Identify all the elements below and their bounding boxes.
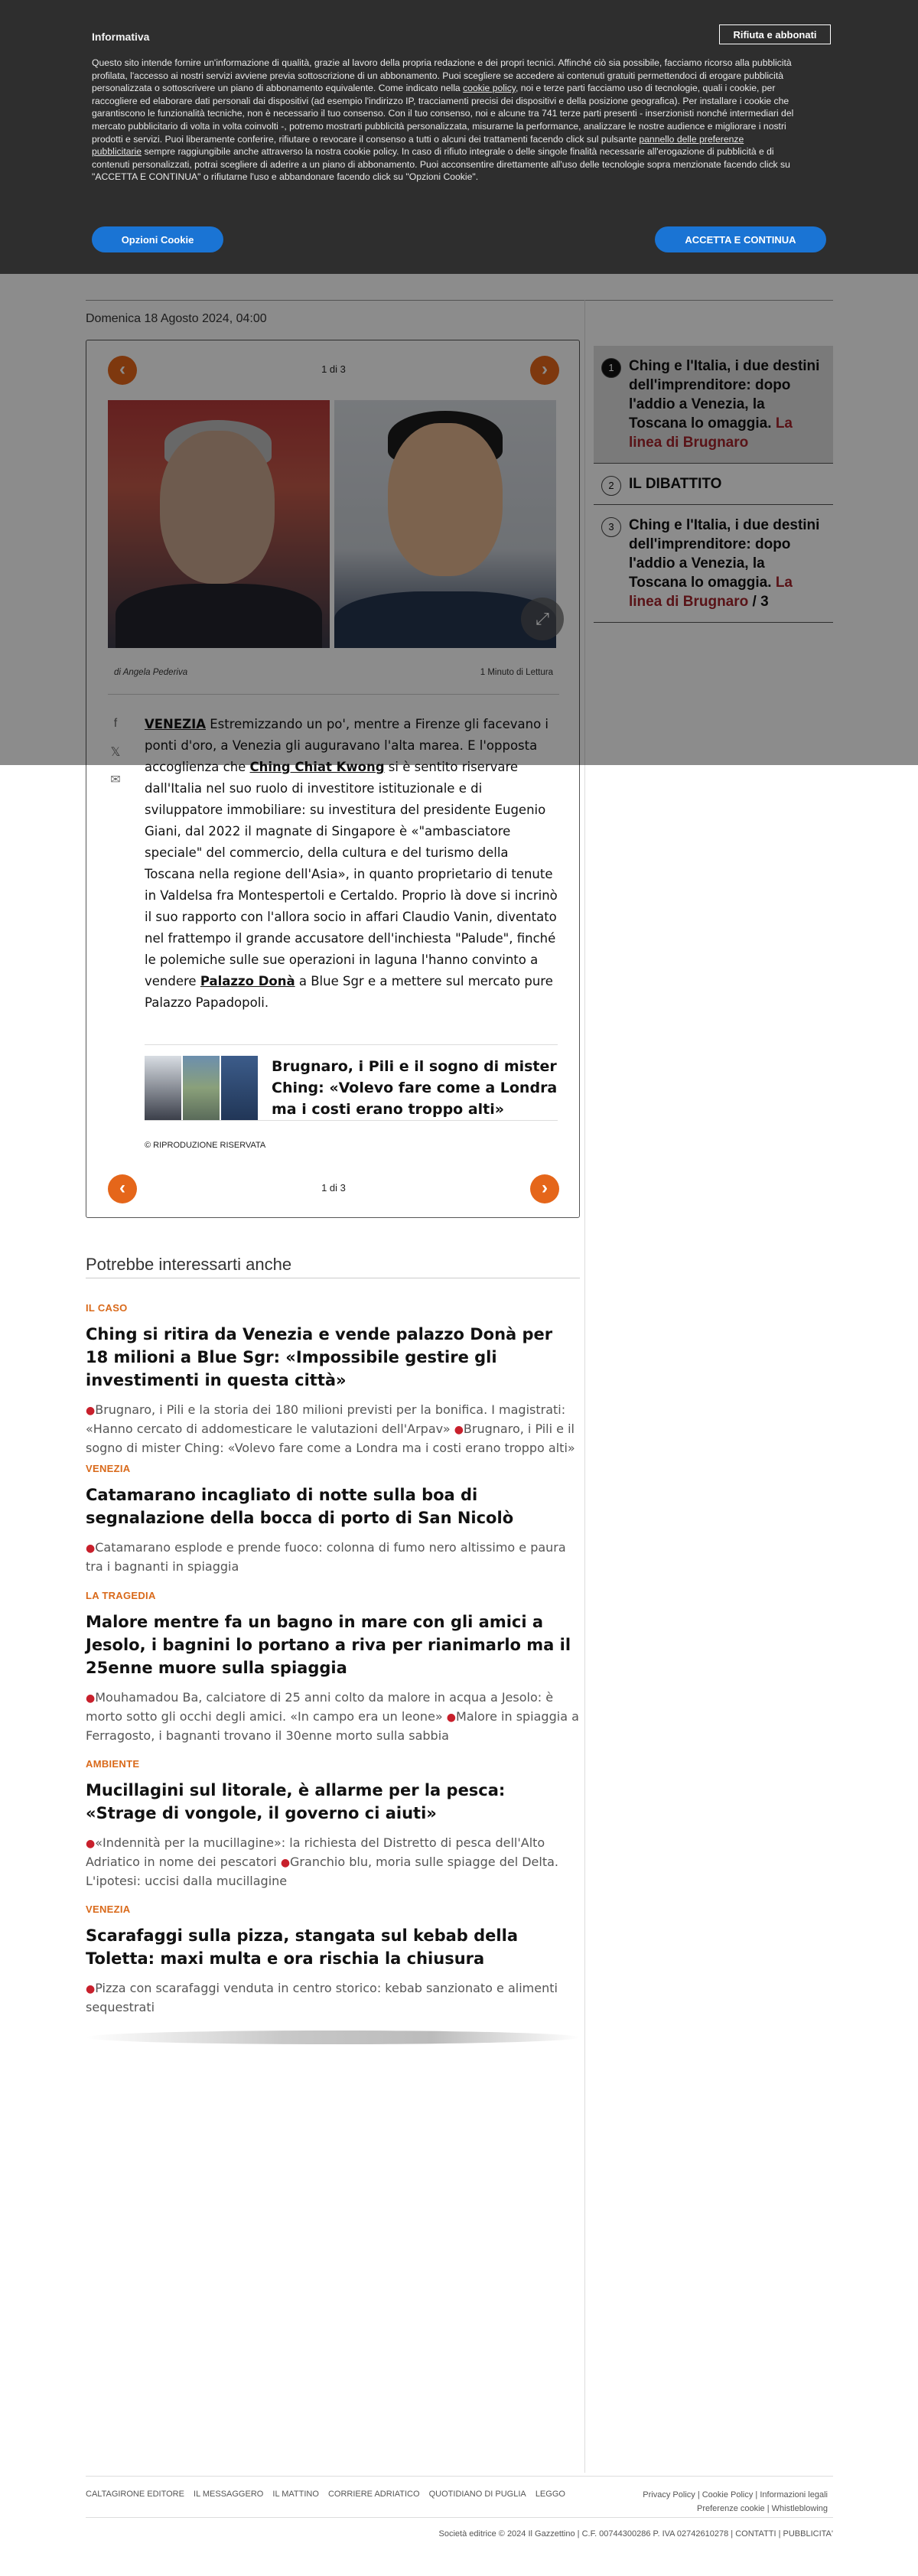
sidebar-page-2[interactable]: 2 IL DIBATTITO xyxy=(594,464,833,505)
news-headline[interactable]: Ching si ritira da Venezia e vende palazzo Donà per 18 milioni a Blue Sgr: «Impossibile gestire gli investimenti in questa città» xyxy=(86,1325,553,1389)
accept-continue-button[interactable]: ACCETTA E CONTINUA xyxy=(655,226,826,252)
footer-link[interactable]: IL MATTINO xyxy=(272,2490,319,2499)
footer-link[interactable]: CORRIERE ADRIATICO xyxy=(327,2490,420,2499)
consent-text: Questo sito intende fornire un'informazione di qualità, grazie al lavoro della propria redazione e dei propri tecnici. Affinché ciò sia possibile, facciamo ricorso alla pubblicità profilata, l'accesso ai nostri servizi avviene previa sottoscrizione di un abbonamento. Puoi scegliere se accedere ai contenuti gratuiti permettendoci di erogare pubblicità personalizzata o sottoscrivere un piano di abbonamento equivalente. Come indicato nella cookie policy, noi e terze parti facciamo uso di tecnologie, quali i cookie, per raccogliere ed elaborare dati personali dai dispositivi (ad esempio l'indirizzo IP, tracciamenti precisi dei dispositivi e della posizione geografica). Per installare i cookie che garantiscono le funzionalità tecniche, non è necessario il tuo consenso. Con il tuo consenso, noi e alcune tra 741 terze parti presenti - inserzionisti nonché intermediari del mercato pubblicitario di volta in volta coinvolti -, potremo mostrarti pubblicità personalizzata, misurarne la performance, analizzare le nostre audience e migliorare i nostri prodotti e servizi. Puoi liberamente conferire, rifiutare o revocare il consenso a tutti o alcuni dei trattamenti facendo click sul pulsante pannello delle preferenze pubblicitarie sempre raggiungibile anche attraverso la nostra cookie policy. In caso di rifiuto integrale o delle singole finalità necessarie all'erogazione di pubblicità e di contenuti personalizzati, potrai scegliere di aderire a un piano di abbonamento. Puoi acconsentire direttamente all'uso delle tecnologie sopra menzionate facendo click su "ACCETTA E CONTINUA" o rifiutarne l'uso e abbandonare facendo click su "Opzioni Cookie". xyxy=(92,57,794,183)
lead-word: VENEZIA xyxy=(145,717,206,731)
loading-divider xyxy=(86,2031,580,2044)
ching-link[interactable]: Ching Chiat Kwong xyxy=(249,760,385,774)
news-headline[interactable]: Scarafaggi sulla pizza, stangata sul kebab della Toletta: maxi multa e ora rischia la chiusura xyxy=(86,1926,518,1968)
news-subs: ●Brugnaro, i Pili e la storia dei 180 milioni previsti per la bonifica. I magistrati: «Hanno cercato di addomesticare le valutazioni dell'Arpav» ●Brugnaro, i Pili e il sogno di mister Ching: «Volevo fare come a Londra ma i costi erano troppo alti» xyxy=(86,1402,575,1455)
prev-page-button[interactable]: ‹ xyxy=(108,356,137,385)
news-sub-link[interactable]: Pizza con scarafaggi venduta in centro storico: kebab sanzionato e alimenti sequestrati xyxy=(86,1981,558,2014)
copyright: © RIPRODUZIONE RISERVATA xyxy=(145,1141,266,1150)
news-category[interactable]: VENEZIA xyxy=(86,1463,131,1474)
news-category[interactable]: AMBIENTE xyxy=(86,1758,140,1770)
news-sub-link[interactable]: Brugnaro, i Pili e la storia dei 180 milioni previsti per la bonifica. I magistrati: «Hanno cercato di addomesticare le valutazioni dell'Arpav» xyxy=(86,1402,566,1436)
news-item xyxy=(86,1904,580,2016)
news-item xyxy=(86,1463,580,1575)
related-title[interactable]: Brugnaro, i Pili e il sogno di mister Ching: «Volevo fare come a Londra ma i costi erano troppo alti» xyxy=(272,1058,558,1118)
related-article[interactable] xyxy=(145,1044,558,1121)
footer-link[interactable]: CALTAGIRONE EDITORE xyxy=(86,2490,184,2499)
sidebar-page-1[interactable]: 1 Ching e l'Italia, i due destini dell'imprenditore: dopo l'addio a Venezia, la Toscana lo omaggia. La linea di Brugnaro xyxy=(594,346,833,464)
photo-left xyxy=(108,400,330,648)
footer-group-links xyxy=(86,2490,572,2499)
next-page-button[interactable]: › xyxy=(530,356,559,385)
news-subs: ●«Indennità per la mucillagine»: la richiesta del Distretto di pesca dell'Alto Adriatico in nome dei pescatori ●Granchio blu, moria sulle spiagge del Delta. L'ipotesi: uccisi dalla mucillagine xyxy=(86,1835,558,1888)
pager-top xyxy=(108,353,559,383)
share-bar xyxy=(108,717,123,800)
news-sub-link[interactable]: Granchio blu, moria sulle spiagge del Delta. L'ipotesi: uccisi dalla mucillagine xyxy=(86,1855,558,1888)
footer-legal-links xyxy=(566,2488,828,2516)
reject-subscribe-button[interactable]: Rifiuta e abbonati xyxy=(719,24,831,44)
news-item xyxy=(86,1590,580,1744)
footer-legal-line-1[interactable]: Privacy Policy | Cookie Policy | Informazioni legali xyxy=(643,2490,828,2499)
pager-bottom xyxy=(108,1171,559,1202)
news-sub-link[interactable]: Brugnaro, i Pili e il sogno di mister Ching: «Volevo fare come a Londra ma i costi erano troppo alti» xyxy=(86,1422,575,1455)
ad-preferences-link[interactable]: pannello delle preferenze pubblicitarie xyxy=(92,133,744,158)
consent-title: Informativa xyxy=(92,31,150,43)
footer-link[interactable]: IL MESSAGGERO xyxy=(194,2490,264,2499)
related-thumbnail xyxy=(145,1056,259,1120)
news-sub-link[interactable]: Malore in spiaggia a Ferragosto, i bagnanti trovano il 30enne morto sulla sabbia xyxy=(86,1709,579,1743)
footer-company-info: Società editrice © 2024 Il Gazzettino | C.F. 00744300286 P. IVA 02742610278 | CONTATTI | PUBBLICITA' xyxy=(438,2529,833,2539)
header-divider xyxy=(86,300,833,301)
article-body: VENEZIA Estremizzando un po', mentre a Firenze gli facevano i ponti d'oro, a Venezia gli auguravano l'alta marea. E l'opposta accoglienza che Ching Chiat Kwong si è sentito riservare dall'Italia nel suo ruolo di investitore istituzionale e di sviluppatore immobiliare: su investitura del presidente Eugenio Giani, dal 2022 il magnate di Singapore è «"ambasciatore speciale" del commercio, della cultura e del turismo della Toscana nella regione dell'Asia», in quanto proprietario di tenute in Valdelsa fra Montespertoli e Certaldo. Proprio là dove si incrinò il suo rapporto con l'allora socio in affari Claudio Vanin, diventato nel frattempo il grande accusatore dell'inchiesta "Palude", finché le polemiche sulle sue operazioni in laguna l'hanno convinto a vendere Palazzo Donà a Blue Sgr e a mettere sul mercato pure Palazzo Papadopoli. xyxy=(145,717,558,1010)
article-photos xyxy=(108,400,559,648)
facebook-icon[interactable]: f xyxy=(113,717,118,730)
reading-time: 1 Minuto di Lettura xyxy=(480,668,553,677)
news-sub-link[interactable]: Mouhamadou Ba, calciatore di 25 anni colto da malore in acqua a Jesolo: è morto sotto gli occhi degli amici. «In campo era un leone» xyxy=(86,1690,554,1724)
news-item xyxy=(86,1758,580,1890)
column-divider xyxy=(584,300,585,2473)
news-category[interactable]: VENEZIA xyxy=(86,1904,131,1915)
article-date: Domenica 18 Agosto 2024, 04:00 xyxy=(86,312,267,325)
footer-legal-line-2[interactable]: Preferenze cookie | Whistleblowing xyxy=(697,2504,828,2513)
page-counter-bottom: 1 di 3 xyxy=(321,1182,346,1194)
cookie-policy-link[interactable]: cookie policy xyxy=(463,83,516,94)
sidebar-page-3[interactable]: 3 Ching e l'Italia, i due destini dell'imprenditore: dopo l'addio a Venezia, la Toscana lo omaggia. La linea di Brugnaro / 3 xyxy=(594,505,833,623)
prev-page-button-bottom[interactable]: ‹ xyxy=(108,1174,137,1203)
cookie-options-button[interactable]: Opzioni Cookie xyxy=(92,226,223,252)
page-number: 2 xyxy=(601,476,621,496)
article-card xyxy=(86,340,580,1218)
meta-divider xyxy=(108,694,559,695)
cookie-consent-banner xyxy=(0,0,918,274)
footer-divider-bottom xyxy=(86,2517,833,2518)
footer-divider xyxy=(86,2476,833,2477)
next-page-button-bottom[interactable]: › xyxy=(530,1174,559,1203)
news-headline[interactable]: Mucillagini sul litorale, è allarme per la pesca: «Strage di vongole, il governo ci aiuti» xyxy=(86,1781,506,1822)
x-icon[interactable]: 𝕏 xyxy=(110,746,121,759)
article-meta xyxy=(114,668,553,677)
news-sub-link[interactable]: «Indennità per la mucillagine»: la richiesta del Distretto di pesca dell'Alto Adriatico in nome dei pescatori xyxy=(86,1835,545,1869)
news-subs: ●Catamarano esplode e prende fuoco: colonna di fumo nero altissimo e paura tra i bagnanti in spiaggia xyxy=(86,1540,566,1574)
news-sub-link[interactable]: Catamarano esplode e prende fuoco: colonna di fumo nero altissimo e paura tra i bagnanti in spiaggia xyxy=(86,1540,566,1574)
footer-link[interactable]: QUOTIDIANO DI PUGLIA xyxy=(428,2490,526,2499)
page-number: 1 xyxy=(601,358,621,378)
article-pages-sidebar xyxy=(594,346,833,623)
page-number: 3 xyxy=(601,517,621,537)
news-headline[interactable]: Malore mentre fa un bagno in mare con gli amici a Jesolo, i bagnini lo portano a riva per rianimarlo ma il 25enne muore sulla spiaggia xyxy=(86,1613,571,1677)
news-item xyxy=(86,1302,580,1457)
palazzo-dona-link[interactable]: Palazzo Donà xyxy=(200,974,295,988)
news-subs: ●Mouhamadou Ba, calciatore di 25 anni colto da malore in acqua a Jesolo: è morto sotto gli occhi degli amici. «In campo era un leone» ●Malore in spiaggia a Ferragosto, i bagnanti trovano il 30enne morto sulla sabbia xyxy=(86,1690,579,1743)
news-category[interactable]: IL CASO xyxy=(86,1302,128,1314)
news-category[interactable]: LA TRAGEDIA xyxy=(86,1590,156,1601)
expand-icon[interactable]: ⤢ xyxy=(521,598,564,640)
author: di Angela Pederiva xyxy=(114,668,188,677)
news-headline[interactable]: Catamarano incagliato di notte sulla boa di segnalazione della bocca di porto di San Nicolò xyxy=(86,1486,514,1527)
page-counter: 1 di 3 xyxy=(321,363,346,375)
footer-link[interactable]: LEGGO xyxy=(535,2490,565,2499)
email-icon[interactable]: ✉ xyxy=(110,773,121,786)
more-section-title: Potrebbe interessarti anche xyxy=(86,1255,292,1274)
news-subs: ●Pizza con scarafaggi venduta in centro storico: kebab sanzionato e alimenti sequestrati xyxy=(86,1981,558,2014)
